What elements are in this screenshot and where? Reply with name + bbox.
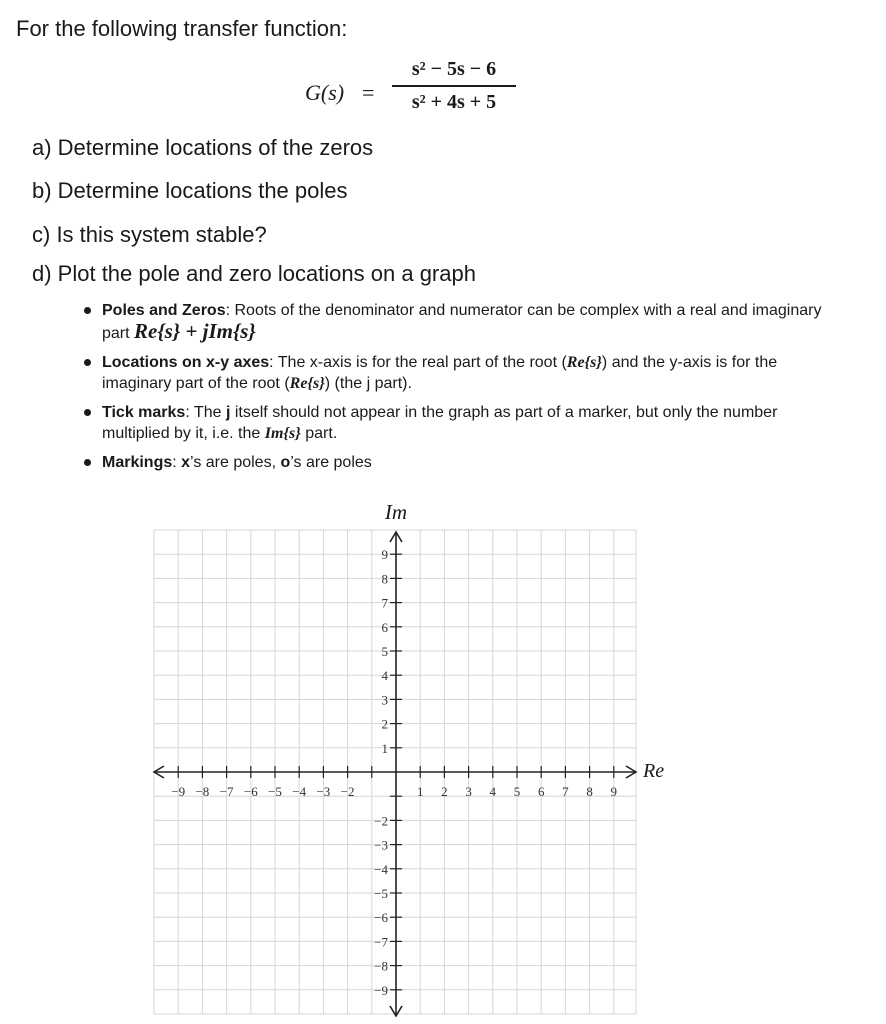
y-tick-label: 1 [381,740,388,756]
bold-j: j [225,404,231,421]
y-tick-label: −6 [374,910,388,926]
y-tick-label: −4 [374,861,388,877]
y-tick-label: 7 [381,595,388,611]
y-tick-label: 9 [381,547,388,563]
x-tick-label: 6 [537,784,545,799]
question-c: c) Is this system stable? [32,222,267,247]
denominator: s² + 4s + 5 [411,90,497,113]
bullet-dot [84,409,91,416]
bullet-dot [84,359,91,366]
bullet-text: : The x-axis is for the real part of the root ( [269,354,567,371]
bullet-text: ’s are poles [290,454,372,471]
x-tick-label: 1 [416,784,424,799]
x-tick-label: 4 [489,784,497,799]
x-tick-label: 7 [562,784,569,799]
math-im: Im{s} [264,425,301,442]
bullet-text: ) (the j part). [324,375,412,392]
y-tick-label: −9 [374,982,388,998]
y-axis-label: Im [384,500,408,524]
intro-text: For the following transfer function: [16,16,348,41]
math-re: Re{s} [566,354,602,371]
bullet-dot [84,459,91,466]
y-tick-label: 8 [381,571,388,587]
transfer-function-lhs: G(s) [305,80,345,105]
bullet-text: : The [185,404,226,421]
bullet-label: Poles and Zeros [102,302,226,319]
bullet-label: Tick marks [102,404,186,421]
x-axis-label: Re [643,760,665,782]
numerator: s² − 5s − 6 [411,58,497,80]
bullet-poles-zeros [82,300,822,344]
x-tick-label: 3 [465,784,472,799]
question-b: b) Determine locations the poles [32,178,348,203]
bullet-text: ’s are poles, [190,454,281,471]
bold-x: x [181,454,191,471]
x-tick-label: 2 [441,784,448,799]
bullet-text: ) and the y-axis is for the imaginary part of the root ( [102,354,778,392]
x-tick-label: −9 [171,784,186,799]
y-tick-label: 6 [381,619,388,635]
equals-sign: = [362,80,375,105]
bullet-text: part. [300,425,338,442]
transfer-function-fraction [392,58,516,114]
x-tick-label: 8 [586,784,593,799]
y-tick-label: −3 [374,837,388,853]
bullet-label: Locations on x-y axes [102,354,270,371]
bullet-locations [82,352,822,394]
y-tick-label: −8 [374,958,388,974]
bullet-markings [82,452,822,473]
x-tick-label: 9 [610,784,618,799]
y-tick-label: 5 [381,644,388,659]
instruction-list [82,300,822,481]
complex-form-math: Re{s} + jIm{s} [134,319,256,343]
x-tick-label: −5 [268,784,282,799]
x-tick-label: −6 [243,784,258,799]
question-d: d) Plot the pole and zero locations on a graph [32,261,476,286]
pole-zero-graph [0,490,886,1024]
bullet-text: : Roots of the denominator and numerator can be complex with a real and imaginary part [102,302,822,342]
question-a: a) Determine locations of the zeros [32,135,374,160]
bullet-text: : [172,454,182,471]
y-tick-label: −2 [374,813,388,829]
bullet-text: itself should not appear in the graph as part of a marker, but only the number multiplied by it, i.e. the [102,404,778,442]
y-tick-label: 2 [381,716,388,732]
bold-o: o [280,454,291,471]
x-tick-label: −4 [292,784,307,799]
y-tick-label: 4 [381,668,388,684]
bullet-tick-marks [82,402,822,444]
bullet-dot [84,307,91,314]
x-tick-label: −8 [195,784,210,799]
y-tick-label: 3 [381,692,388,708]
x-tick-label: 5 [513,784,521,799]
y-tick-label: −7 [374,934,388,950]
y-tick-label: −5 [374,886,388,901]
x-tick-label: −2 [340,784,355,799]
x-tick-label: −7 [219,784,234,799]
math-re-2: Re{s} [289,375,325,392]
bullet-label: Markings [102,454,173,471]
x-tick-label: −3 [316,784,331,799]
